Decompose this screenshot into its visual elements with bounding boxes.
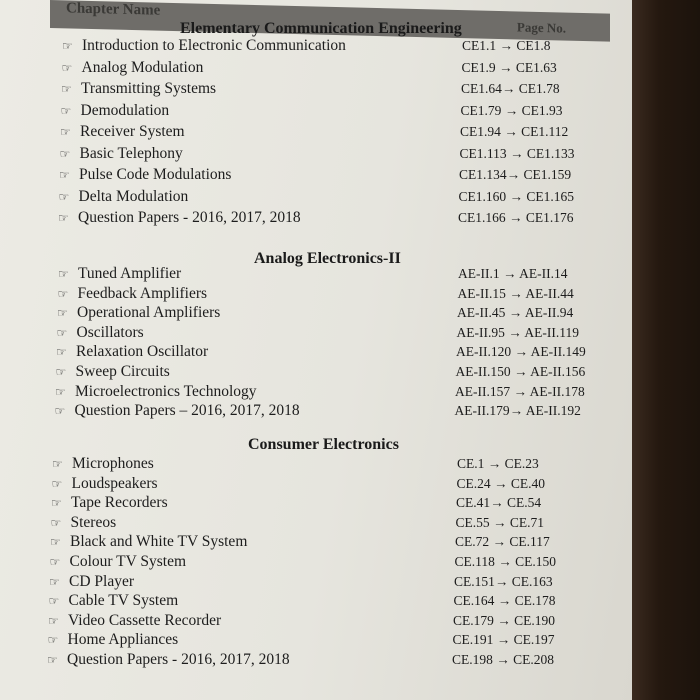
page-range: AE-II.45 → AE-II.94 [457,305,574,321]
chapter-topic: Question Papers - 2016, 2017, 2018 [67,651,290,668]
pointing-hand-icon: ☞ [49,574,60,589]
contents-row [61,80,621,100]
page-range: CE.151→ CE.163 [454,573,553,589]
page-range: CE1.166 → CE1.176 [458,210,574,225]
pointing-hand-icon: ☞ [47,633,59,648]
chapter-topic: Black and White TV System [70,533,248,551]
pointing-hand-icon: ☞ [50,515,62,530]
pointing-hand-icon: ☞ [58,211,69,225]
page-range: AE-II.1 → AE-II.14 [458,266,568,281]
page-range: CE.164 → CE.178 [453,593,556,609]
page-range: CE.55 → CE.71 [455,514,545,530]
chapter-topic: Cable TV System [68,592,179,610]
page-range: CE.198 → CE.208 [452,652,555,667]
page-range: CE1.64→ CE1.78 [461,81,560,96]
contents-row [48,631,608,651]
chapter-name-header: Chapter Name [66,0,161,19]
pointing-hand-icon: ☞ [62,39,73,53]
chapter-topic: Operational Amplifiers [77,304,221,322]
table-surface [632,0,700,700]
contents-row [49,573,609,593]
chapter-topic: Oscillators [76,323,144,341]
contents-row [55,383,615,403]
contents-row [52,475,612,495]
page-range: AE-II.150 → AE-II.156 [455,364,586,379]
pointing-hand-icon: ☞ [61,82,72,96]
pointing-hand-icon: ☞ [60,125,71,139]
contents-row [55,402,615,422]
contents-row [62,37,622,57]
contents-row [60,145,620,165]
chapter-topic: Demodulation [80,101,170,119]
chapter-topic: Analog Modulation [81,58,204,76]
section-title: Elementary Communication Engineering [180,20,462,37]
page-range: CE1.9 → CE1.63 [461,59,557,75]
contents-row [48,612,608,632]
chapter-topic: Video Cassette Recorder [68,611,222,629]
pointing-hand-icon: ☞ [54,404,66,419]
chapter-topic: Basic Telephony [79,144,183,162]
contents-row [57,324,617,344]
page-range: CE1.113 → CE1.133 [459,145,575,161]
page-range: CE.72 → CE.117 [455,534,550,550]
page-range: CE1.160 → CE1.165 [458,188,575,204]
contents-row [50,553,610,573]
chapter-topic: Delta Modulation [78,187,189,205]
chapter-topic: Home Appliances [67,631,179,649]
pointing-hand-icon: ☞ [58,267,69,281]
contents-row [59,166,619,186]
pointing-hand-icon: ☞ [56,345,67,360]
page-range: CE1.94 → CE1.112 [460,124,569,139]
contents-row [47,651,607,671]
page-range: CE.24 → CE.40 [456,475,546,491]
page-range: AE-II.179→ AE-II.192 [454,403,581,419]
chapter-topic: Question Papers – 2016, 2017, 2018 [74,402,300,420]
chapter-topic: Receiver System [80,123,185,140]
pointing-hand-icon: ☞ [47,653,58,667]
pointing-hand-icon: ☞ [49,555,61,569]
pointing-hand-icon: ☞ [59,168,70,182]
chapter-topic: Microphones [72,455,154,472]
chapter-topic: Feedback Amplifiers [77,284,208,302]
pointing-hand-icon: ☞ [58,189,70,204]
pointing-hand-icon: ☞ [61,60,73,75]
contents-row [58,209,618,229]
pointing-hand-icon: ☞ [57,286,69,301]
chapter-topic: Stereos [70,513,117,531]
page-range: AE-II.157 → AE-II.178 [455,383,585,399]
page-no-header: Page No. [516,19,566,36]
pointing-hand-icon: ☞ [48,613,59,628]
pointing-hand-icon: ☞ [51,496,62,511]
pointing-hand-icon: ☞ [51,476,63,491]
page-range: CE.191 → CE.197 [452,632,555,648]
contents-row [52,455,612,475]
chapter-topic: Sweep Circuits [75,363,170,380]
pointing-hand-icon: ☞ [52,457,63,471]
contents-row [50,533,610,553]
chapter-topic: Tape Recorders [71,494,168,512]
chapter-topic: Colour TV System [69,553,187,570]
contents-row [56,363,616,383]
pointing-hand-icon: ☞ [55,384,66,399]
section-title: Consumer Electronics [248,436,399,453]
chapter-topic: Pulse Code Modulations [79,166,232,183]
page-range: CE.41→ CE.54 [456,495,542,511]
contents-row [56,343,616,363]
pointing-hand-icon: ☞ [50,535,61,550]
contents-row [62,59,622,79]
chapter-topic: Transmitting Systems [81,80,217,97]
pointing-hand-icon: ☞ [48,594,60,609]
pointing-hand-icon: ☞ [60,103,72,118]
chapter-topic: CD Player [69,572,135,590]
section-title: Analog Electronics-II [254,250,401,267]
chapter-topic: Question Papers - 2016, 2017, 2018 [78,209,301,226]
pointing-hand-icon: ☞ [56,325,68,340]
page-range: CE.118 → CE.150 [454,554,557,569]
page-range: AE-II.120 → AE-II.149 [456,344,586,360]
contents-row [58,285,618,305]
contents-row [51,494,611,514]
chapter-topic: Relaxation Oscillator [76,343,209,361]
contents-row [51,514,611,534]
contents-row [59,188,619,208]
contents-row [57,304,617,324]
pointing-hand-icon: ☞ [59,146,71,161]
contents-row [58,265,618,285]
page-range: CE.179 → CE.190 [453,612,556,628]
page-range: CE1.79 → CE1.93 [460,102,563,118]
page-range: AE-II.15 → AE-II.44 [457,285,574,301]
contents-row [49,592,609,612]
page-range: CE1.134→ CE1.159 [459,167,572,182]
chapter-topic: Microelectronics Technology [75,382,257,400]
pointing-hand-icon: ☞ [57,306,68,321]
chapter-topic: Introduction to Electronic Communication [82,37,346,54]
chapter-topic: Loudspeakers [71,474,158,492]
chapter-topic: Tuned Amplifier [78,265,182,282]
contents-row [60,123,620,143]
pointing-hand-icon: ☞ [55,365,67,379]
page-range: CE1.1 → CE1.8 [462,38,551,53]
contents-row [61,102,621,122]
page-range: CE.1 → CE.23 [457,456,539,471]
page-range: AE-II.95 → AE-II.119 [456,324,579,340]
